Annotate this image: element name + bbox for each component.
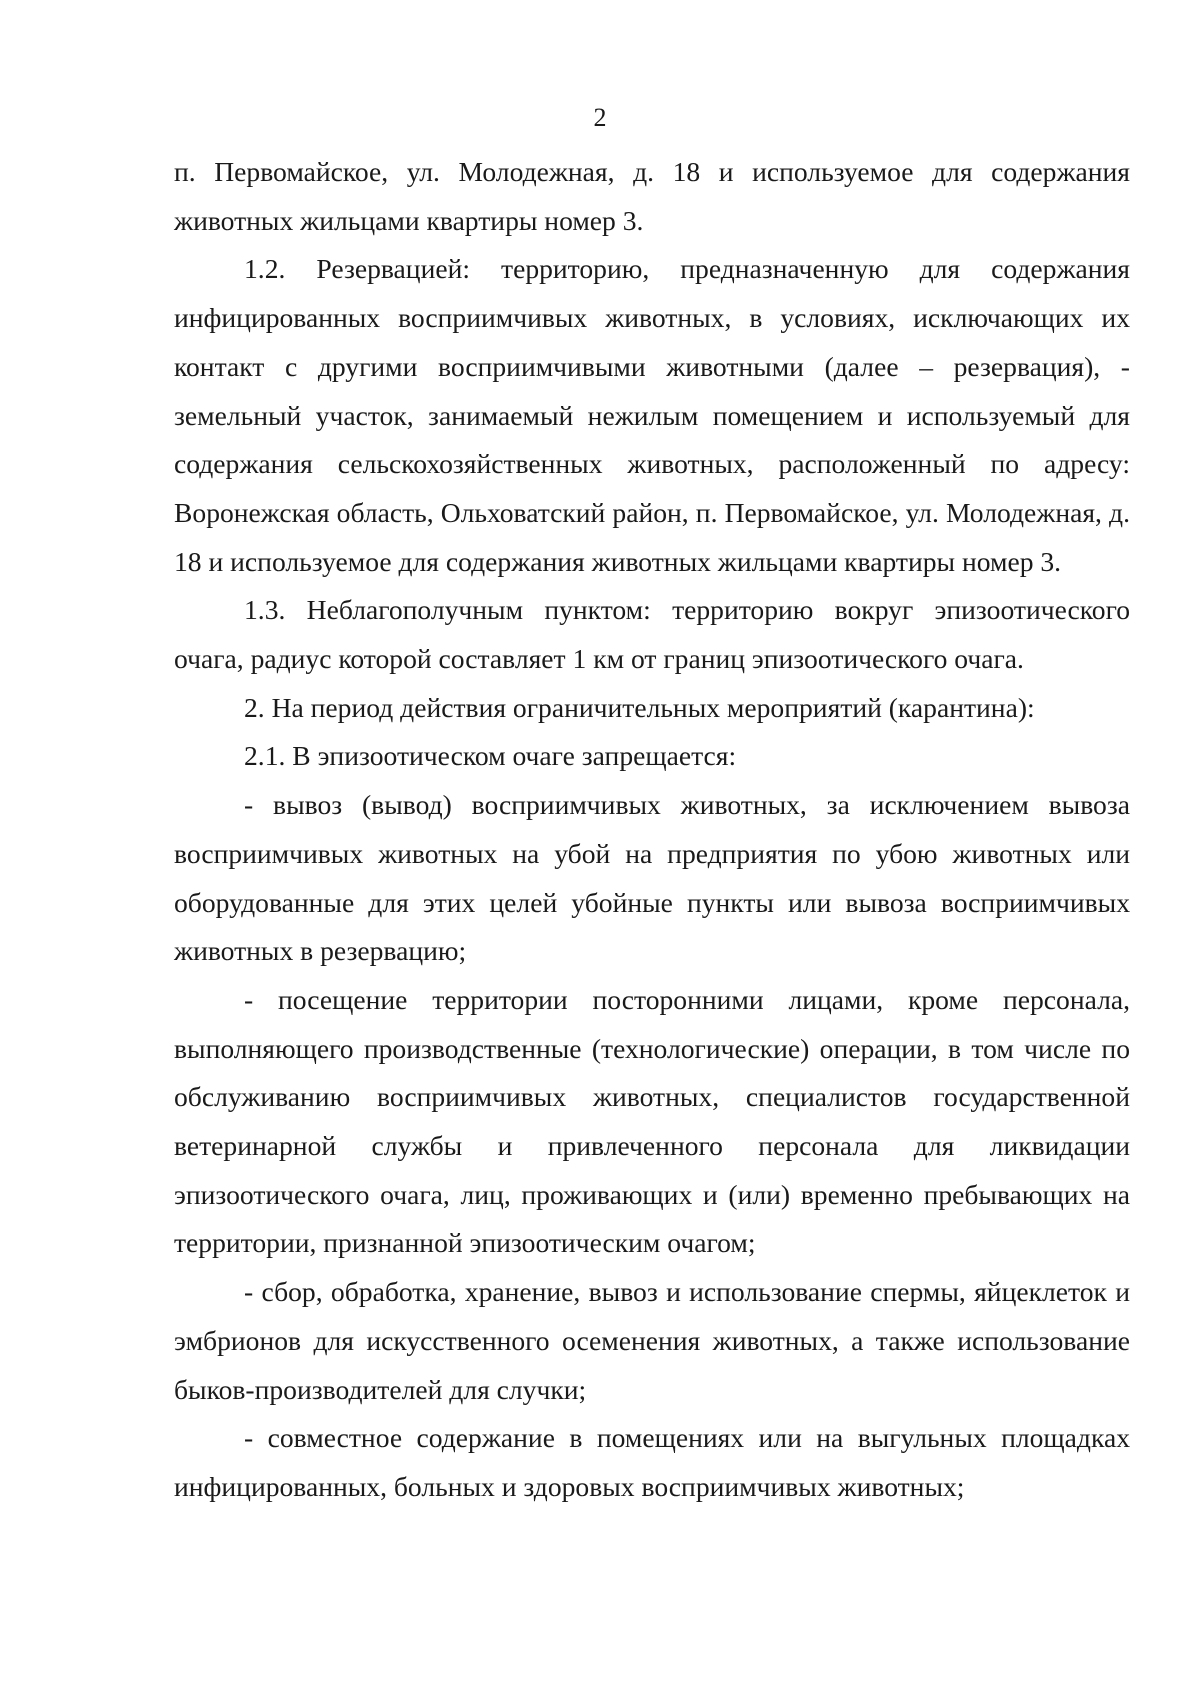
- paragraph-1-2: 1.2. Резервацией: территорию, предназначенную для содержания инфицированных восприимчивых животных, в условиях, исключающих их контакт с другими восприимчивыми животными (далее – резервация), - земельный участок, занимаемый нежилым помещением и используемый для содержания сельскохозяйственных животных, расположенный по адресу: Воронежская область, Ольховатский район, п. Первомайское, ул. Молодежная, д. 18 и используемое для содержания животных жильцами квартиры номер 3.: [174, 253, 1130, 577]
- list-item-insemination: - сбор, обработка, хранение, вывоз и использование спермы, яйцеклеток и эмбрионов для искусственного осеменения животных, а также использование быков-производителей для случки;: [174, 1276, 1130, 1405]
- list-item-joint-housing: - совместное содержание в помещениях или на выгульных площадках инфицированных, больных и здоровых восприимчивых животных;: [174, 1422, 1130, 1502]
- list-item-export: - вывоз (вывод) восприимчивых животных, за исключением вывоза восприимчивых животных на убой на предприятия по убою животных или оборудованные для этих целей убойные пункты или вывоза восприимчивых животных в резервацию;: [174, 789, 1130, 967]
- paragraph-1-3: 1.3. Неблагополучным пунктом: территорию вокруг эпизоотического очага, радиус которой составляет 1 км от границ эпизоотического очага.: [174, 594, 1130, 675]
- paragraph-2-1: 2.1. В эпизоотическом очаге запрещается:: [244, 740, 737, 772]
- page-number: 2: [593, 103, 607, 132]
- paragraph-2: 2. На период действия ограничительных мероприятий (карантина):: [244, 691, 1035, 723]
- list-item-visits: - посещение территории посторонними лицами, кроме персонала, выполняющего производственные (технологические) операции, в том числе по обслуживанию восприимчивых животных, специалистов государственной ветеринарной службы и привлеченного персонала для ликвидации эпизоотического очага, лиц, проживающих и (или) временно пребывающих на территории, признанной эпизоотическим очагом;: [174, 983, 1130, 1259]
- document-body: [174, 148, 1130, 1512]
- paragraph-continuation: п. Первомайское, ул. Молодежная, д. 18 и используемое для содержания животных жильцами квартиры номер 3.: [174, 156, 1130, 236]
